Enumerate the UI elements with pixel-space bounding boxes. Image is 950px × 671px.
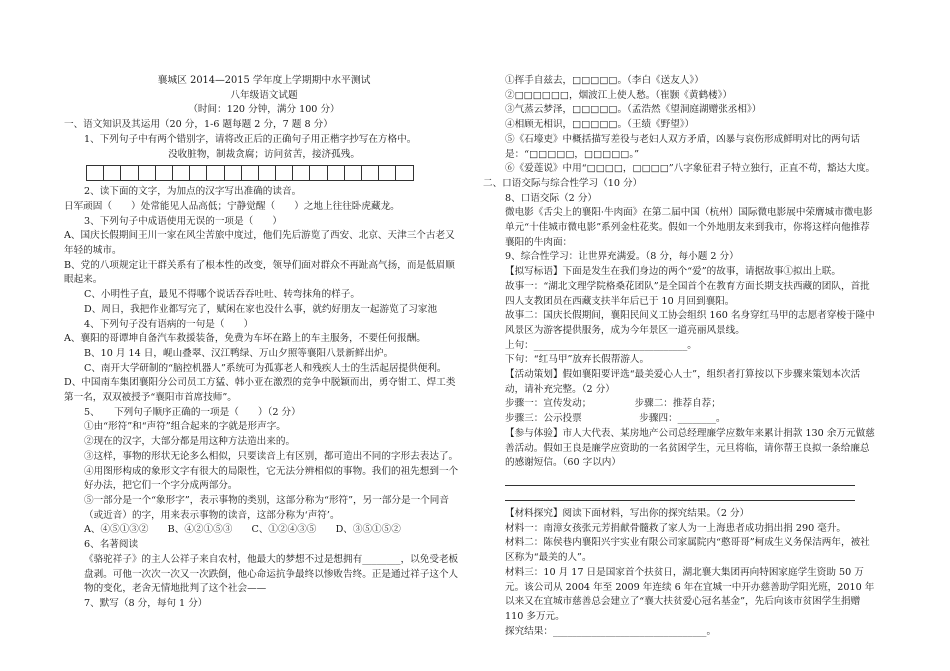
steps-row-2[interactable]: 步骤三：公示投票 步骤四：________。	[505, 413, 726, 425]
grid-cell[interactable]	[292, 165, 310, 181]
question-6: 6、名著阅读	[84, 539, 139, 551]
grid-cell[interactable]	[224, 165, 242, 181]
question-4-option-d: D、中国南车集团襄阳分公司员工方猛、韩小亚在激烈的竞争中脱颖而出，勇夺钳工、焊工类第一名，双双被授予“襄阳市首席技师”。	[64, 377, 456, 404]
grid-cell[interactable]	[395, 165, 413, 181]
question-5-sentence-5: ⑤一部分是一个“象形字”，表示事物的类别，这部分称为“形符”，另一部分是一个同音（或近音）的字，用来表示事物的读音，这部分称为‘声符’。	[84, 494, 449, 521]
question-3-option-d: D、周日，我把作业都写完了，赋闲在家也没什么事，就约好朋友一起游览了习家池	[84, 303, 438, 315]
question-9: 9、综合性学习：让世界充满爱。（8 分，每小题 2 分）	[505, 251, 739, 263]
story-one: 故事一：“湖北文理学院格桑花团队”是全国首个在教育方面长期支扶西藏的团队，首批四人支教团员在西藏支扶半年后已于 10 月回到襄阳。	[505, 280, 870, 307]
grid-cell[interactable]	[172, 165, 190, 181]
answer-line-1[interactable]	[505, 471, 855, 486]
grid-cell[interactable]	[275, 165, 293, 181]
grid-cell[interactable]	[258, 165, 276, 181]
grid-cell[interactable]	[206, 165, 224, 181]
grid-cell[interactable]	[361, 165, 379, 181]
steps-row-1: 步骤一：宣传发动； 步骤二：推荐自荐；	[505, 398, 721, 410]
question-3: 3、下列句子中成语使用无误的一项是（ ）	[84, 215, 282, 227]
story-two: 故事二：国庆长假期间，襄阳民间义工协会组织 160 名身穿红马甲的志愿者穿梭于隆中风景区为游客提供服务，成为今年景区一道亮丽风景线。	[505, 310, 875, 336]
grid-cell[interactable]	[155, 165, 173, 181]
upper-line[interactable]: 上句：________________________________。	[505, 339, 697, 351]
participation-task: 【参与体验】市人大代表、某房地产公司总经理廉学应数年来累计捐款 130 余万元做慈善活动。假如王良是廉学应资助的一名贫困学生，元旦将临，请你帮王良拟一条给廉总的感谢短信。（60 字以内）	[505, 427, 875, 469]
grid-cell[interactable]	[327, 165, 345, 181]
recite-5: ⑤《石壕吏》中概括描写差役与老妇人双方矛盾，凶暴与哀伤形成鲜明对比的两句话是：“□□□□□，□□□□□。”	[505, 133, 860, 160]
grid-cell[interactable]	[309, 165, 327, 181]
grid-cell[interactable]	[378, 165, 396, 181]
lower-line: 下句：“红马甲”放弃长假帮游人。	[505, 354, 650, 366]
question-4-option-a: A、襄阳的哥谭坤自备汽车救援装备，免费为车坏在路上的车主服务，不要任何报酬。	[64, 333, 426, 345]
answer-grid[interactable]	[86, 165, 464, 181]
question-6-text: 《骆驼祥子》的主人公祥子来自农村，他最大的梦想不过是想拥有________，以免受老板盘剥。可他一次次一次又一次跌倒，他心命运抗争最终以惨败告终。正是通过祥子这个人物的变化，老舍无情地批判了这个社会——	[84, 553, 459, 595]
grid-cell[interactable]	[241, 165, 259, 181]
recite-3: ③气蒸云梦泽，□□□□□。（孟浩然《望洞庭湖赠张丞相》）	[505, 104, 762, 116]
question-2-text: 日军顽固（ ）处常能见人品高低；宁静觉醒（ ）之地上往往卧虎藏龙。	[64, 200, 400, 212]
recite-6: ⑥《爱莲说》中用“□□□□，□□□□”八字象征君子特立独行，正直不苟，豁达大度。	[505, 163, 876, 175]
material-one: 材料一：南漳女孩张元芳捐献骨髓救了家人为一上海患者成功捐出捐 290 毫升。	[505, 522, 847, 534]
question-5-sentence-4: ④用图形构成的象形文字有很大的局限性，它无法分辨相似的事物。我们的祖先想到一个好办法，把它们一个字分成两部分。	[84, 465, 459, 492]
activity-plan: 【活动策划】假如襄阳要评选“最美爱心人士”，组织者打算按以下步骤来策划本次活动，请补充完整。（2 分）	[505, 369, 861, 395]
recite-2: ②□□□□□□，烟波江上使人愁。（崔颢《黄鹤楼》）	[505, 89, 733, 101]
right-column	[483, 74, 878, 639]
exam-time-info: （时间：120 分钟，满分 100 分）	[188, 104, 340, 116]
question-1-sentence: 没收脏物，制裁贪腐；访问贫苦，接济孤残。	[168, 148, 360, 160]
question-5-sentence-1: ①由“形符”和“声符”组合起来的字就是形声字。	[84, 421, 286, 433]
recite-4: ④相顾无相识，□□□□□。（王绩《野望》）	[505, 119, 695, 131]
question-3-option-a: A、国庆长假期间王川一家在风尘苦旅中度过，他们先后游览了西安、北京、天津三个古老又年轻的城市。	[64, 230, 455, 257]
recite-1: ①挥手自兹去，□□□□□。（李白《送友人》）	[505, 75, 704, 86]
exam-title: 襄城区 2014—2015 学年度上学期期中水平测试	[157, 75, 371, 86]
question-4: 4、下列句子没有语病的一句是（ ）	[84, 318, 254, 330]
grid-cell[interactable]	[86, 165, 104, 181]
question-4-option-b: B、10 月 14 日，岘山叠翠、汉江鸭绿、万山夕照等襄阳八景新鲜出炉。	[84, 347, 394, 359]
exam-subtitle: 八年级语文试题	[230, 89, 298, 101]
question-5-sentence-3: ③这样，事物的形状无论多么相似，只要读音上有区别，都可造出不同的字形去表达了。	[84, 450, 459, 462]
grid-cell[interactable]	[189, 165, 207, 181]
material-inquiry: 【材料探究】阅读下面材料，写出你的探究结果。（2 分）	[505, 507, 750, 519]
question-3-option-b: B、党的八项规定让干群关系有了根本性的改变，领导们面对群众不再趾高气扬，而是低眉顺眼起来。	[64, 259, 455, 286]
answer-line-2[interactable]	[505, 486, 855, 501]
question-5-sentence-2: ②现在的汉字，大部分都是用这种方法造出来的。	[84, 436, 296, 448]
grid-cell[interactable]	[344, 165, 362, 181]
question-8: 8、口语交际（2 分）	[505, 192, 598, 204]
section-two-heading: 二、口语交际与综合性学习（10 分）	[483, 177, 643, 189]
left-column	[64, 74, 464, 612]
material-three: 材料三：10 月 17 日是国家首个扶贫日，湖北襄大集团再向特困家庭学生资助 50 万元。该公司从 2004 年至 2009 年连续 6 年在宜城一中开办慈善助学阳光班，2010 年以来又在宜城市慈善总会建立了“襄大扶贫爱心冠名基金”，先后向该市贫困学生捐赠 110 多万元。	[505, 566, 875, 622]
slogan-task: 【拟写标语】下面是发生在我们身边的两个“爱”的故事，请据故事①拟出上联。	[505, 266, 841, 278]
question-7: 7、默写（8 分，每句 1 分）	[84, 597, 208, 609]
question-8-text: 微电影《舌尖上的襄阳·牛肉面》在第二届中国（杭州）国际微电影展中荣膺城市微电影单元“十佳城市微电影”系列金柱花奖。假如一个外地朋友来到我市，你将这样向他推荐襄阳的牛肉面：	[505, 207, 873, 248]
question-1: 1、下列句子中有两个错别字，请将改正后的正确句子用正楷字抄写在方格中。	[84, 133, 417, 145]
grid-cell[interactable]	[120, 165, 138, 181]
question-4-option-c: C、南开大学研制的“脑控机器人”系统可为孤寡老人和残疾人士的生活起居提供便利。	[84, 362, 447, 374]
question-5-options: A、④⑤①③② B、④②①⑤③ C、①②④③⑤ D、③⑤①⑤②	[84, 524, 401, 536]
inquiry-result[interactable]: 探究结果：________________________________。	[505, 625, 717, 637]
material-two: 材料二：陈侯巷内襄阳兴宇实业有限公司家属院内“憨哥哥”柯成生义务保洁两年，被社区称为“最美的人”。	[505, 537, 870, 564]
question-3-option-c: C、小明性子直，最见不得哪个说话吞吞吐吐、转弯抹角的样子。	[84, 289, 360, 301]
grid-cell[interactable]	[103, 165, 121, 181]
grid-cell[interactable]	[138, 165, 156, 181]
question-2: 2、读下面的文字，为加点的汉字写出准确的读音。	[84, 186, 302, 198]
section-one-heading: 一、语文知识及其运用（20 分，1-6 题每题 2 分，7 题 8 分）	[64, 119, 333, 131]
question-5: 5、 下列句子顺序正确的一项是（ ）（2 分）	[84, 406, 301, 418]
